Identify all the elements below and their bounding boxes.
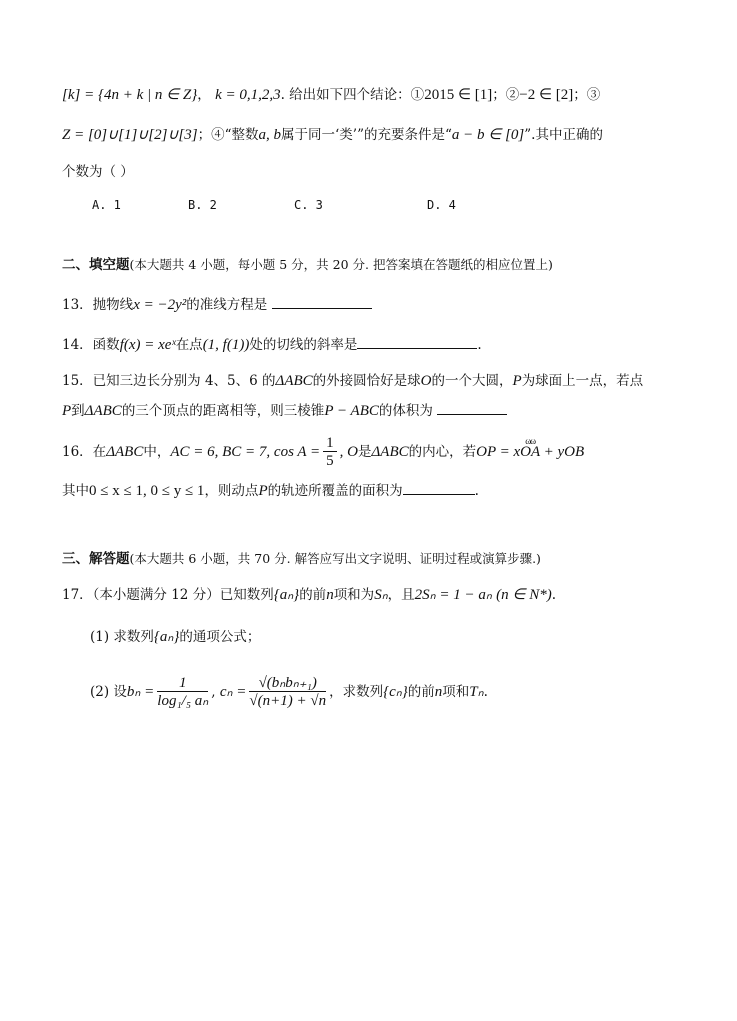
section-2-title: 二、填空题 <box>62 257 130 273</box>
q16-text-1: ，则动点 <box>204 483 259 499</box>
option-b[interactable]: B. 2 <box>188 198 217 212</box>
statement-3: Z = [0]∪[1]∪[2]∪[3] <box>62 127 198 143</box>
q14-prefix: 14．函数 <box>62 337 120 353</box>
option-a[interactable]: A. 1 <box>92 198 121 212</box>
q15-triangle: ΔABC <box>275 373 313 389</box>
q17-text-2: 项和为 <box>333 587 375 603</box>
q16-answer-blank[interactable] <box>403 482 475 495</box>
q17-part-2 <box>90 670 697 714</box>
q17-text-2: 的前 <box>407 684 435 700</box>
q12-line-1 <box>62 86 697 104</box>
q16-line-2 <box>62 482 697 500</box>
section-2-desc: (本大题共 4 小题，每小题 5 分，共 20 分. 把答案填在答题纸的相应位置上) <box>129 257 553 272</box>
integers-ab: a, b <box>258 127 282 143</box>
sep-3: ；③ <box>573 87 601 103</box>
q14-period: . <box>477 337 482 353</box>
statement-4-end: ”.其中正确的 <box>524 127 603 143</box>
q15-point-p: P <box>512 373 522 389</box>
q17-p1-prefix: (1) 求数列 <box>90 629 154 645</box>
q16-fraction <box>323 435 337 470</box>
q16-frac-num: 1 <box>323 435 337 452</box>
q14 <box>62 336 697 354</box>
q14-point: (1, f(1)) <box>202 337 250 353</box>
q17-seq-c: {cₙ} <box>383 684 408 700</box>
statement-2: −2 ∈ [2] <box>519 87 574 103</box>
q17-relation: 2Sₙ = 1 − aₙ <box>414 587 492 603</box>
q17-text-1: ，求数列 <box>329 684 384 700</box>
q17-cn: cₙ = <box>219 684 247 700</box>
q17-p1-suffix: 的通项公式； <box>179 629 261 645</box>
q15-text-1: 的外接圆恰好是球 <box>312 373 421 389</box>
statement-1: 2015 ∈ [1] <box>424 87 493 103</box>
q17-seq-a: {aₙ} <box>273 587 300 603</box>
q15-prefix: 15．已知三边长分别为 4、5、6 的 <box>62 373 276 389</box>
condition: a − b ∈ [0] <box>451 127 525 143</box>
q16-is: 是 <box>358 444 372 460</box>
section-3-header <box>62 550 697 568</box>
q17-bn: bₙ = <box>126 684 155 700</box>
q15-text-2: 的一个大圆， <box>431 373 513 389</box>
q13-suffix: 的准线方程是 <box>186 297 268 313</box>
count-prompt: 个数为（ ） <box>62 164 134 180</box>
q16-point-p: P <box>258 483 268 499</box>
q17-period-2: . <box>483 684 488 700</box>
q17-cn-den: √(n+1) + √n <box>249 693 327 709</box>
q14-suffix: 处的切线的斜率是 <box>249 337 358 353</box>
section-3-title: 三、解答题 <box>62 551 130 567</box>
option-c[interactable]: C. 3 <box>294 198 323 212</box>
q17-sn: Sₙ <box>374 587 388 603</box>
q14-answer-blank[interactable] <box>357 336 477 349</box>
q16-vector-equation: ωω OP = xOA + yOB <box>476 434 584 470</box>
q15-sphere-o: O <box>420 373 432 389</box>
q17-domain: (n ∈ N*) <box>496 587 552 603</box>
q16-ranges: 0 ≤ x ≤ 1, 0 ≤ y ≤ 1 <box>89 483 205 499</box>
q12-line-3 <box>62 163 697 181</box>
q15-text-4: 的三个顶点的距离相等，则三棱锥 <box>121 403 325 419</box>
q16-middle: 中， <box>143 444 171 460</box>
q17-text-3: 项和 <box>442 684 470 700</box>
section-3-desc: (本大题共 6 小题，共 70 分. 解答应写出文字说明、证明过程或演算步骤.) <box>129 551 541 566</box>
q14-function: f(x) = xeˣ <box>119 337 176 353</box>
q14-at-point: 在点 <box>175 337 203 353</box>
q17-part-1 <box>90 628 697 646</box>
k-values: k = 0,1,2,3 <box>215 87 281 103</box>
q17-cn-num: √(bₙbₙ₊₁) <box>249 675 326 692</box>
q12-line-2 <box>62 126 697 144</box>
q13-answer-blank[interactable] <box>272 296 372 309</box>
q15-text-3: 为球面上一点，若点 <box>521 373 644 389</box>
class-definition: [k] = {4n + k | n ∈ Z} <box>62 87 198 103</box>
q17-bn-fraction <box>157 675 208 710</box>
q17-p2-prefix: (2) 设 <box>90 684 127 700</box>
q17-bn-den: log₁/₅ aₙ <box>157 693 209 709</box>
q17-tn: Tₙ <box>469 684 484 700</box>
q13 <box>62 296 697 314</box>
statement-4-mid: 属于同一‘类’”的充要条件是“ <box>281 127 452 143</box>
comma: ， <box>197 87 211 103</box>
q17-text-1: 的前 <box>299 587 327 603</box>
q13-prefix: 13．抛物线 <box>62 297 134 313</box>
q16-prefix: 16．在 <box>62 444 107 460</box>
q17-bn-num: 1 <box>157 675 208 692</box>
q15-to: 到 <box>71 403 85 419</box>
q13-parabola: x = −2y² <box>133 297 187 313</box>
q16-givens: AC = 6, BC = 7, cos A = <box>170 444 321 460</box>
q15-line-1 <box>62 372 697 390</box>
q17-prefix: 17．（本小题满分 12 分）已知数列 <box>62 587 274 603</box>
q16-triangle-2: ΔABC <box>371 444 409 460</box>
q17-cn-fraction <box>249 675 326 710</box>
q17-n-2: n <box>434 684 443 700</box>
q15-text-5: 的体积为 <box>378 403 433 419</box>
q17-stem <box>62 586 697 604</box>
q16-period: . <box>474 483 479 499</box>
q17-comma: , <box>211 684 216 700</box>
statement-4-intro: ；④“整数 <box>197 127 259 143</box>
q16-line-1 <box>62 434 697 470</box>
q16-where: 其中 <box>62 483 89 499</box>
q15-line-2 <box>62 402 697 420</box>
q17-and: ，且 <box>387 587 415 603</box>
q15-pyramid: P − ABC <box>324 403 379 419</box>
q15-answer-blank[interactable] <box>437 402 507 415</box>
q16-incenter: 的内心，若 <box>408 444 477 460</box>
q16-triangle: ΔABC <box>106 444 144 460</box>
section-2-header <box>62 256 697 274</box>
q16-o: , O <box>339 444 358 460</box>
intro-text: . 给出如下四个结论：① <box>280 87 425 103</box>
q16-text-2: 的轨迹所覆盖的面积为 <box>267 483 403 499</box>
q15-triangle-2: ΔABC <box>84 403 122 419</box>
q15-point-p-2: P <box>62 403 72 419</box>
sep-2: ；② <box>492 87 520 103</box>
q17-period: . <box>551 587 557 603</box>
q16-frac-den: 5 <box>326 453 334 469</box>
q17-p1-seq: {aₙ} <box>153 629 180 645</box>
option-d[interactable]: D. 4 <box>427 198 456 212</box>
q17-n: n <box>326 587 334 603</box>
